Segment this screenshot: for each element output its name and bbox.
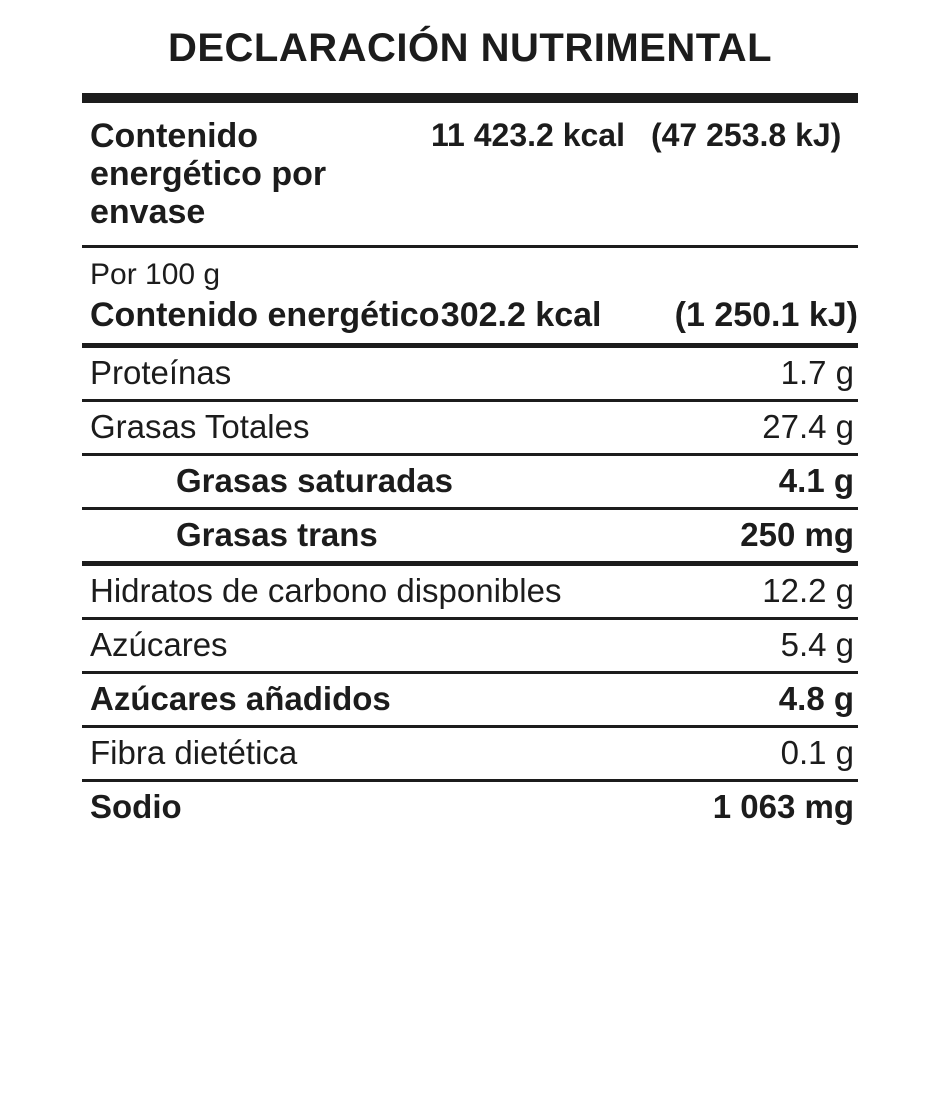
nutrient-value: 1 063 mg xyxy=(712,787,854,825)
nutrient-value: 1.7 g xyxy=(780,354,854,392)
divider-top-thick xyxy=(82,93,858,103)
nutrient-label: Grasas trans xyxy=(176,516,378,554)
nutrient-label: Grasas saturadas xyxy=(176,462,454,500)
per-serving-note: Por 100 g xyxy=(90,258,221,292)
table-row xyxy=(82,402,858,453)
table-row xyxy=(82,348,858,399)
nutrient-label: Azúcares xyxy=(90,626,228,663)
nutrient-value: 0.1 g xyxy=(780,733,854,771)
energy-per-package-kcal: 11 423.2 kcal xyxy=(431,117,625,153)
table-row xyxy=(82,456,858,507)
nutrient-value: 4.1 g xyxy=(778,462,854,500)
energy-per-package-kj: (47 253.8 kJ) xyxy=(650,117,842,153)
table-row xyxy=(82,620,858,671)
nutrient-label: Hidratos de carbono disponibles xyxy=(90,572,562,610)
nutrient-label: Grasas Totales xyxy=(90,408,310,446)
nutrient-value: 27.4 g xyxy=(762,408,854,446)
nutrient-value: 250 mg xyxy=(740,516,854,554)
page-title: DECLARACIÓN NUTRIMENTAL xyxy=(167,26,773,70)
energy-per-100g-row xyxy=(82,294,858,343)
nutrient-label: Azúcares añadidos xyxy=(90,679,391,717)
energy-per-package-label: Contenido energético por envase xyxy=(90,117,327,232)
nutrient-label: Proteínas xyxy=(90,354,232,392)
table-row xyxy=(82,728,858,779)
nutrient-value: 5.4 g xyxy=(780,626,854,663)
nutrient-value: 12.2 g xyxy=(762,572,854,610)
energy-per-100g-kcal: 302.2 kcal xyxy=(440,296,602,335)
energy-per-100g-label: Contenido energético xyxy=(90,296,440,335)
table-row xyxy=(82,674,858,725)
nutrient-label: Fibra dietética xyxy=(90,733,298,771)
nutrient-label: Sodio xyxy=(90,787,182,825)
table-row xyxy=(82,782,858,833)
table-row xyxy=(82,566,858,617)
table-row xyxy=(82,510,858,561)
nutrient-value: 4.8 g xyxy=(778,679,854,717)
energy-per-package-row xyxy=(82,103,858,245)
energy-per-100g-kj: (1 250.1 kJ) xyxy=(674,296,858,335)
